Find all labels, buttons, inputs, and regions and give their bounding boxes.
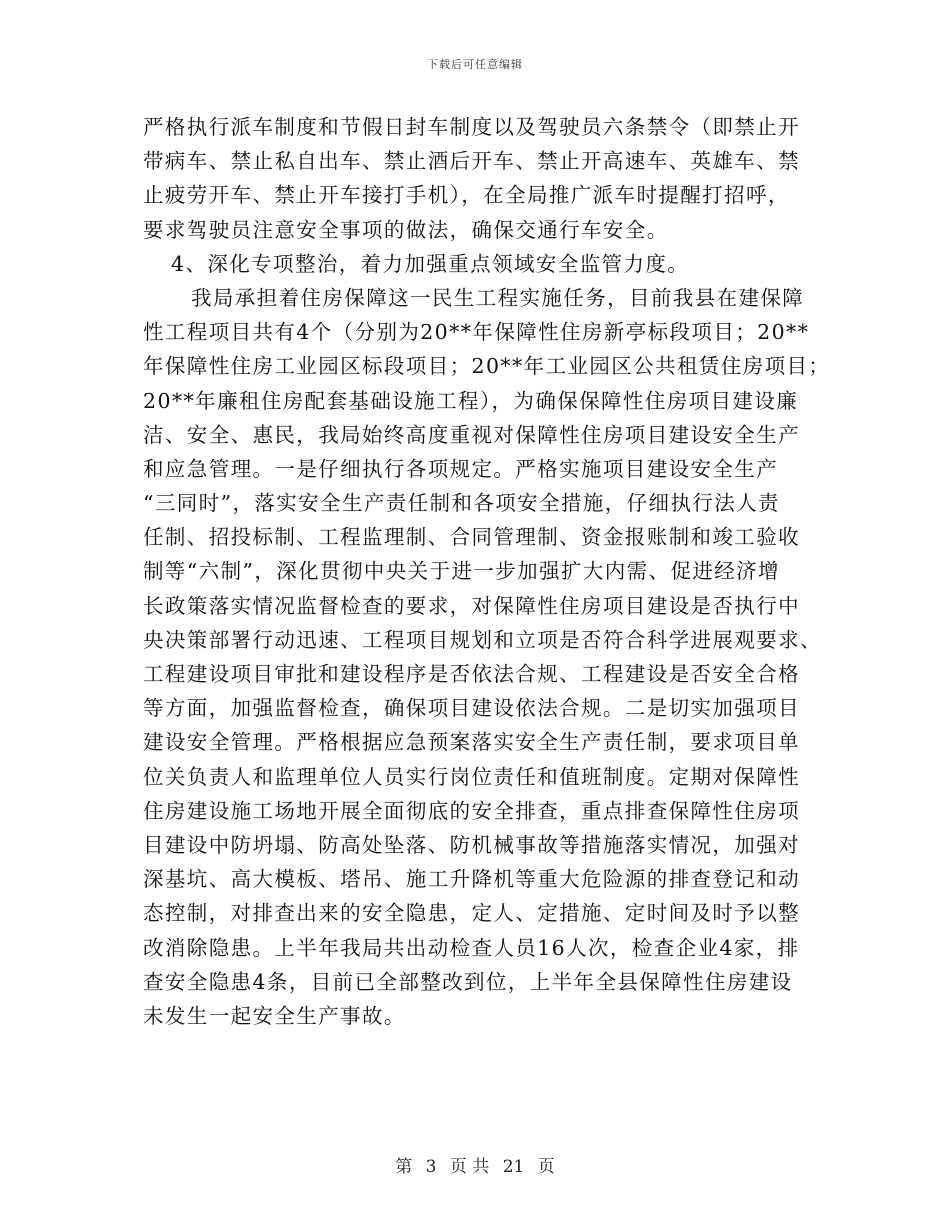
- text-line: 查安全隐患4条，目前已全部整改到位，上半年全县保障性住房建设: [143, 969, 793, 994]
- page-footer: [0, 1152, 950, 1177]
- page-header: 下载后可任意编辑: [427, 58, 523, 71]
- section-heading: 4、深化专项整治，着力加强重点领域安全监管力度。: [171, 251, 690, 276]
- text-line: 改消除隐患。上半年我局共出动检查人员16人次，检查企业4家，排: [143, 935, 800, 960]
- text-line: 带病车、禁止私自出车、禁止酒后开车、禁止开高速车、英雄车、禁: [143, 149, 800, 174]
- text-line: 年保障性住房工业园区标段项目；20**年工业园区公共租赁住房项目；: [143, 354, 831, 379]
- text-line: 和应急管理。一是仔细执行各项规定。严格实施项目建设安全生产: [143, 456, 779, 481]
- page-total: 21: [502, 1157, 525, 1177]
- text-line: 建设安全管理。严格根据应急预案落实安全生产责任制，要求项目单: [143, 730, 800, 755]
- text-line: 目建设中防坍塌、防高处坠落、防机械事故等措施落实情况，加强对: [143, 832, 800, 857]
- footer-suffix: 页: [537, 1157, 555, 1177]
- document-body: [143, 110, 831, 1033]
- text-line: 未发生一起安全生产事故。: [143, 1003, 406, 1028]
- paragraph-first-line: 我局承担着住房保障这一民生工程实施任务，目前我县在建保障: [191, 285, 805, 310]
- text-line: 深基坑、高大模板、塔吊、施工升降机等重大危险源的排查登记和动: [143, 867, 800, 892]
- text-line: 长政策落实情况监督检查的要求，对保障性住房项目建设是否执行中: [143, 593, 800, 618]
- text-line: 洁、安全、惠民，我局始终高度重视对保障性住房项目建设安全生产: [143, 422, 800, 447]
- footer-mid: 页 共: [449, 1157, 490, 1177]
- text-line: 等方面，加强监督检查，确保项目建设依法合规。二是切实加强项目: [143, 696, 800, 721]
- text-line: 任制、招投标制、工程监理制、合同管理制、资金报账制和竣工验收: [143, 525, 800, 550]
- text-line: 严格执行派车制度和节假日封车制度以及驾驶员六条禁令（即禁止开: [143, 115, 800, 139]
- text-line: 制等“六制”，深化贯彻中央关于进一步加强扩大内需、促进经济增: [143, 559, 780, 584]
- text-line: 止疲劳开车、禁止开车接打手机），在全局推广派车时提醒打招呼，: [143, 183, 790, 208]
- text-line: 态控制，对排查出来的安全隐患，定人、定措施、定时间及时予以整: [143, 901, 800, 926]
- text-line: 央决策部署行动迅速、工程项目规划和立项是否符合科学进展观要求、: [143, 627, 822, 652]
- text-line: 工程建设项目审批和建设程序是否依法合规、工程建设是否安全合格: [143, 662, 800, 686]
- text-line: 20**年廉租住房配套基础设施工程），为确保保障性住房项目建设廉: [143, 388, 799, 413]
- page-number: 3: [425, 1157, 437, 1177]
- footer-prefix: 第: [395, 1157, 413, 1177]
- text-line: 住房建设施工场地开展全面彻底的安全排查，重点排查保障性住房项: [143, 798, 800, 823]
- text-line: 性工程项目共有4个（分别为20**年保障性住房新亭标段项目；20**: [143, 320, 810, 345]
- text-line: “三同时”，落实安全生产责任制和各项安全措施，仔细执行法人责: [143, 491, 780, 516]
- text-line: 要求驾驶员注意安全事项的做法，确保交通行车安全。: [143, 217, 669, 242]
- text-line: 位关负责人和监理单位人员实行岗位责任和值班制度。定期对保障性: [143, 764, 800, 789]
